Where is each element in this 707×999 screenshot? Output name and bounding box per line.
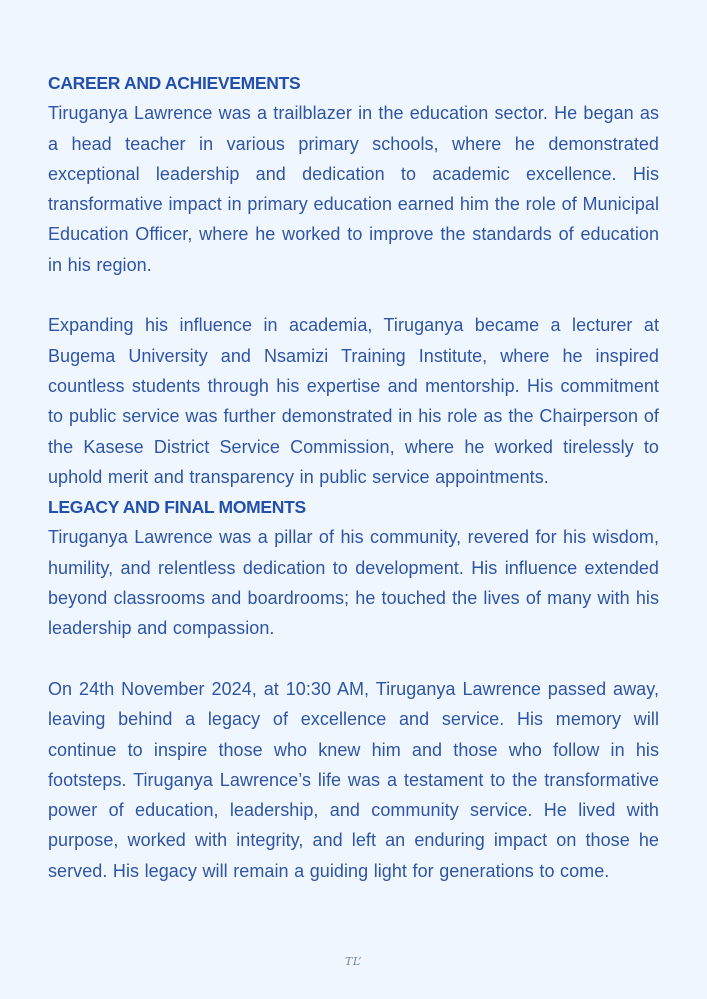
document-page	[48, 68, 659, 886]
section-heading: LEGACY AND FINAL MOMENTS	[48, 497, 306, 518]
paragraph: Expanding his influence in academia, Tiruganya became a lecturer at Bugema University and Nsamizi Training Institute, where he inspired countless students through his expertise and mentorship. His commitment to public service was further demonstrated in his role as the Chairperson of the Kasese District Service Commission, where he worked tirelessly to uphold merit and transparency in public service appointments.	[48, 315, 659, 487]
footer-signature-initials: TL’	[344, 955, 362, 968]
paragraph: On 24th November 2024, at 10:30 AM, Tiruganya Lawrence passed away, leaving behind a legacy of excellence and service. His memory will continue to inspire those who knew him and those who follow in his footsteps. Tiruganya Lawrence’s life was a testament to the transformative power of education, leadership, and community service. He lived with purpose, worked with integrity, and left an enduring impact on those he served. His legacy will remain a guiding light for generations to come.	[48, 678, 659, 881]
paragraph: Tiruganya Lawrence was a trailblazer in the education sector. He began as a head teacher in various primary schools, where he demonstrated exceptional leadership and dedication to academic excellence. His transformative impact in primary education earned him the role of Municipal Education Officer, where he worked to improve the standards of education in his region.	[48, 103, 659, 275]
section-legacy-and-final-moments	[48, 492, 659, 886]
paragraph-spacer	[48, 280, 659, 310]
section-heading: CAREER AND ACHIEVEMENTS	[48, 73, 301, 93]
section-career-and-achievements	[48, 68, 659, 492]
paragraph-spacer	[48, 644, 659, 674]
paragraph: Tiruganya Lawrence was a pillar of his community, revered for his wisdom, humility, and relentless dedication to development. His influence extended beyond classrooms and boardrooms; he touched the lives of many with his leadership and compassion.	[48, 527, 659, 639]
